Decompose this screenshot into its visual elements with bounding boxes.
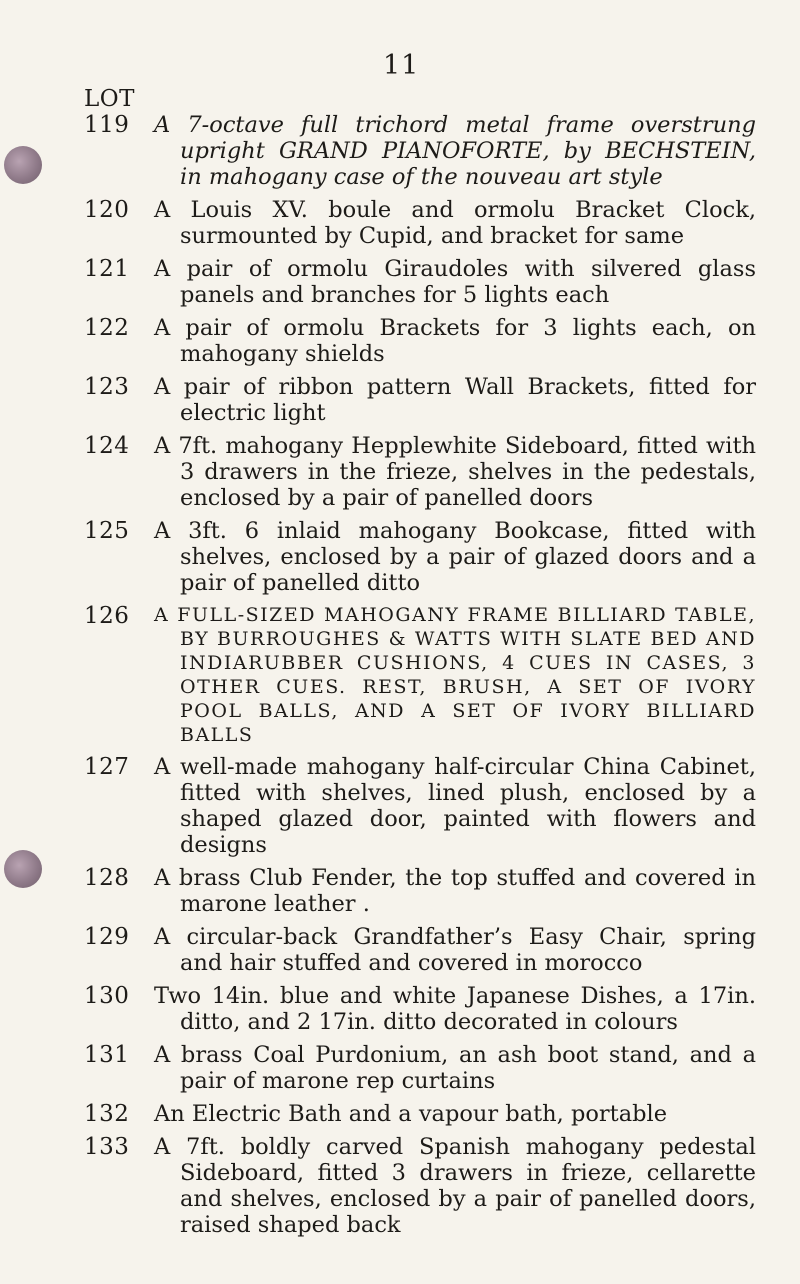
lot-number: 120 (84, 197, 130, 223)
lot-number: 123 (84, 374, 130, 400)
lot-description: A pair of ormolu Giraudoles with silvered glass panels and branches for 5 lights each (154, 256, 756, 308)
page-number: 11 (383, 50, 420, 81)
lot-description: A brass Club Fender, the top stuffed and covered in marone leather . (154, 865, 756, 917)
lot-entry (0, 1042, 800, 1094)
lot-entry (0, 518, 800, 596)
lot-description: A 7-octave full trichord metal frame overstrung upright GRAND PIANOFORTE, by BECHSTEIN, in mahogany case of the nouveau art style (154, 112, 756, 190)
lot-description: A circular-back Grandfather’s Easy Chair, spring and hair stuffed and covered in morocco (154, 924, 756, 976)
lot-description: A 7ft. boldly carved Spanish mahogany pedestal Sideboard, fitted 3 drawers in frieze, cellarette and shelves, enclosed by a pair of panelled doors, raised shaped back (154, 1134, 756, 1238)
lot-number: 126 (84, 603, 130, 629)
lot-description: A Louis XV. boule and ormolu Bracket Clock, surmounted by Cupid, and bracket for same (154, 197, 756, 249)
lot-description: A well-made mahogany half-circular China Cabinet, fitted with shelves, lined plush, enclosed by a shaped glazed door, painted with flowers and designs (154, 754, 756, 858)
lot-entry (0, 197, 800, 249)
lot-number: 130 (84, 983, 130, 1009)
lot-entry (0, 256, 800, 308)
lot-entry (0, 754, 800, 858)
lot-number: 127 (84, 754, 130, 780)
lot-description: A 3ft. 6 inlaid mahogany Bookcase, fitted with shelves, enclosed by a pair of glazed doors and a pair of panelled ditto (154, 518, 756, 596)
lot-entry (0, 865, 800, 917)
lot-description: A FULL-SIZED MAHOGANY FRAME BILLIARD TABLE, BY BURROUGHES & WATTS WITH SLATE BED AND INDIARUBBER CUSHIONS, 4 CUES IN CASES, 3 OTHER CUES. REST, BRUSH, A SET OF IVORY POOL BALLS, AND A SET OF IVORY BILLIARD BALLS (154, 604, 756, 746)
lot-list (0, 112, 800, 1245)
lot-number: 122 (84, 315, 130, 341)
lot-number: 129 (84, 924, 130, 950)
lot-description: A 7ft. mahogany Hepplewhite Sideboard, fitted with 3 drawers in the frieze, shelves in the pedestals, enclosed by a pair of panelled doors (154, 433, 756, 511)
lot-number: 131 (84, 1042, 130, 1068)
lot-description: A pair of ormolu Brackets for 3 lights each, on mahogany shields (154, 315, 756, 367)
lot-number: 119 (84, 112, 130, 138)
lot-description: A brass Coal Purdonium, an ash boot stand, and a pair of marone rep curtains (154, 1042, 756, 1094)
lot-number: 121 (84, 256, 130, 282)
lot-entry (0, 603, 800, 747)
lot-description: Two 14in. blue and white Japanese Dishes, a 17in. ditto, and 2 17in. ditto decorated in colours (154, 983, 756, 1035)
lot-entry (0, 433, 800, 511)
lot-entry (0, 315, 800, 367)
lot-entry (0, 1101, 800, 1127)
lot-number: 124 (84, 433, 130, 459)
lot-entry (0, 112, 800, 190)
lot-column-header: LOT (84, 86, 135, 112)
lot-number: 128 (84, 865, 130, 891)
lot-number: 125 (84, 518, 130, 544)
lot-entry (0, 924, 800, 976)
lot-number: 133 (84, 1134, 130, 1160)
lot-number: 132 (84, 1101, 130, 1127)
lot-description: A pair of ribbon pattern Wall Brackets, fitted for electric light (154, 374, 756, 426)
lot-entry (0, 983, 800, 1035)
lot-description: An Electric Bath and a vapour bath, portable (154, 1101, 668, 1127)
lot-entry (0, 1134, 800, 1238)
lot-entry (0, 374, 800, 426)
